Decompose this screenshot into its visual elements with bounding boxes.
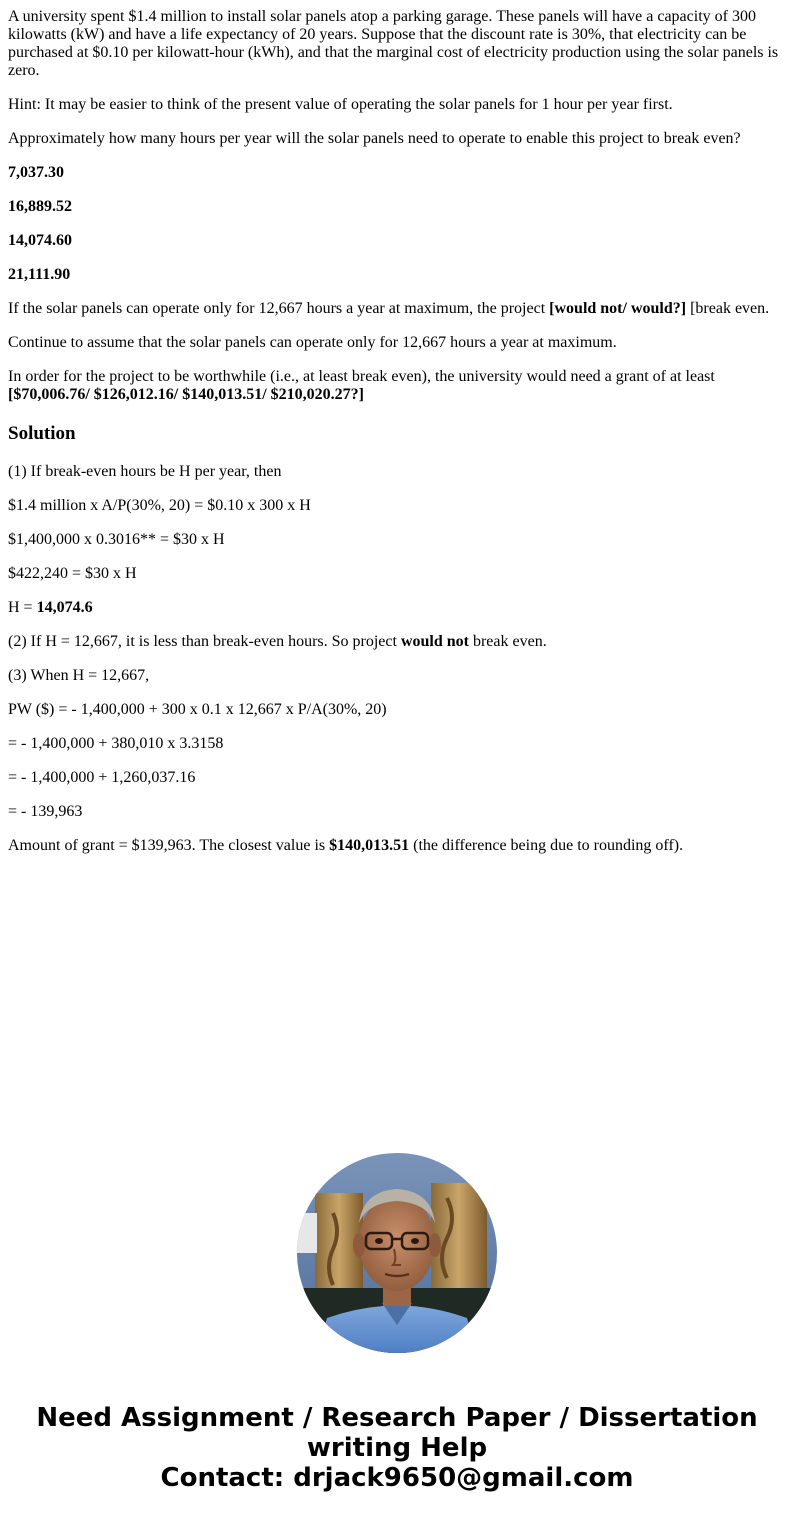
avatar (297, 1153, 497, 1353)
grant-answer: $140,013.51 (329, 837, 410, 854)
solution-line-8: PW ($) = - 1,400,000 + 300 x 0.1 x 12,667 x P/A(30%, 20) (8, 701, 387, 718)
solution-line-10: = - 1,400,000 + 1,260,037.16 (8, 769, 196, 786)
part2-choice: [would not/ would?] (549, 300, 687, 317)
question-part2 (8, 300, 786, 318)
part3-choices: [$70,006.76/ $126,012.16/ $140,013.51/ $210,020.27?] (8, 386, 364, 403)
question-intro: A university spent $1.4 million to install solar panels atop a parking garage. These panels will have a capacity of 300 kilowatts (kW) and have a life expectancy of 20 years. Suppose that the discount rate is 30%, that electricity can be purchased at $0.10 per kilowatt-hour (kWh), and that the marginal cost of electricity production using the solar panels is zero. (8, 8, 779, 79)
avatar-portrait (297, 1153, 497, 1353)
solution-line-3: $1,400,000 x 0.3016** = $30 x H (8, 531, 225, 548)
solution-line-1: (1) If break-even hours be H per year, then (8, 463, 282, 480)
part3-text: In order for the project to be worthwhile (i.e., at least break even), the university would need a grant of at least (8, 368, 715, 385)
option-1: 7,037.30 (8, 164, 64, 181)
solution-line-12 (8, 837, 786, 855)
question-prompt: Approximately how many hours per year will the solar panels need to operate to enable this project to break even? (8, 130, 741, 147)
banner-line-1: Need Assignment / Research Paper / Dissertation (36, 1403, 758, 1433)
solution-line-11: = - 139,963 (8, 803, 83, 820)
solution-line-2: $1.4 million x A/P(30%, 20) = $0.10 x 300 x H (8, 497, 311, 514)
question-hint: Hint: It may be easier to think of the present value of operating the solar panels for 1 hour per year first. (8, 96, 673, 113)
part2-text-before: If the solar panels can operate only for 12,667 hours a year at maximum, the project (8, 300, 550, 317)
solution-line-5 (8, 599, 786, 617)
solution-line-7: (3) When H = 12,667, (8, 667, 150, 684)
solution-line-5-prefix: H = (8, 599, 37, 616)
solution-line-12-after: (the difference being due to rounding off). (409, 837, 684, 854)
solution-line-9: = - 1,400,000 + 380,010 x 3.3158 (8, 735, 224, 752)
banner-line-2: writing Help (306, 1433, 488, 1463)
solution-line-4: $422,240 = $30 x H (8, 565, 137, 582)
option-4: 21,111.90 (8, 266, 71, 283)
solution-heading: Solution (8, 423, 76, 444)
solution-line-6-before: (2) If H = 12,667, it is less than break-even hours. So project (8, 633, 401, 650)
solution-line-6 (8, 633, 786, 651)
banner-contact-line: Contact: drjack9650@gmail.com (160, 1463, 634, 1493)
option-2: 16,889.52 (8, 198, 72, 215)
break-even-answer: would not (400, 633, 469, 650)
option-3: 14,074.60 (8, 232, 72, 249)
part2-text-after: [break even. (686, 300, 770, 317)
solution-line-12-before: Amount of grant = $139,963. The closest value is (8, 837, 330, 854)
solution-line-6-after: break even. (468, 633, 547, 650)
break-even-hours-answer: 14,074.6 (36, 599, 93, 616)
question-part3-assumption: Continue to assume that the solar panels can operate only for 12,667 hours a year at maximum. (8, 334, 617, 351)
contact-banner (0, 1403, 794, 1493)
question-part3 (8, 368, 786, 404)
